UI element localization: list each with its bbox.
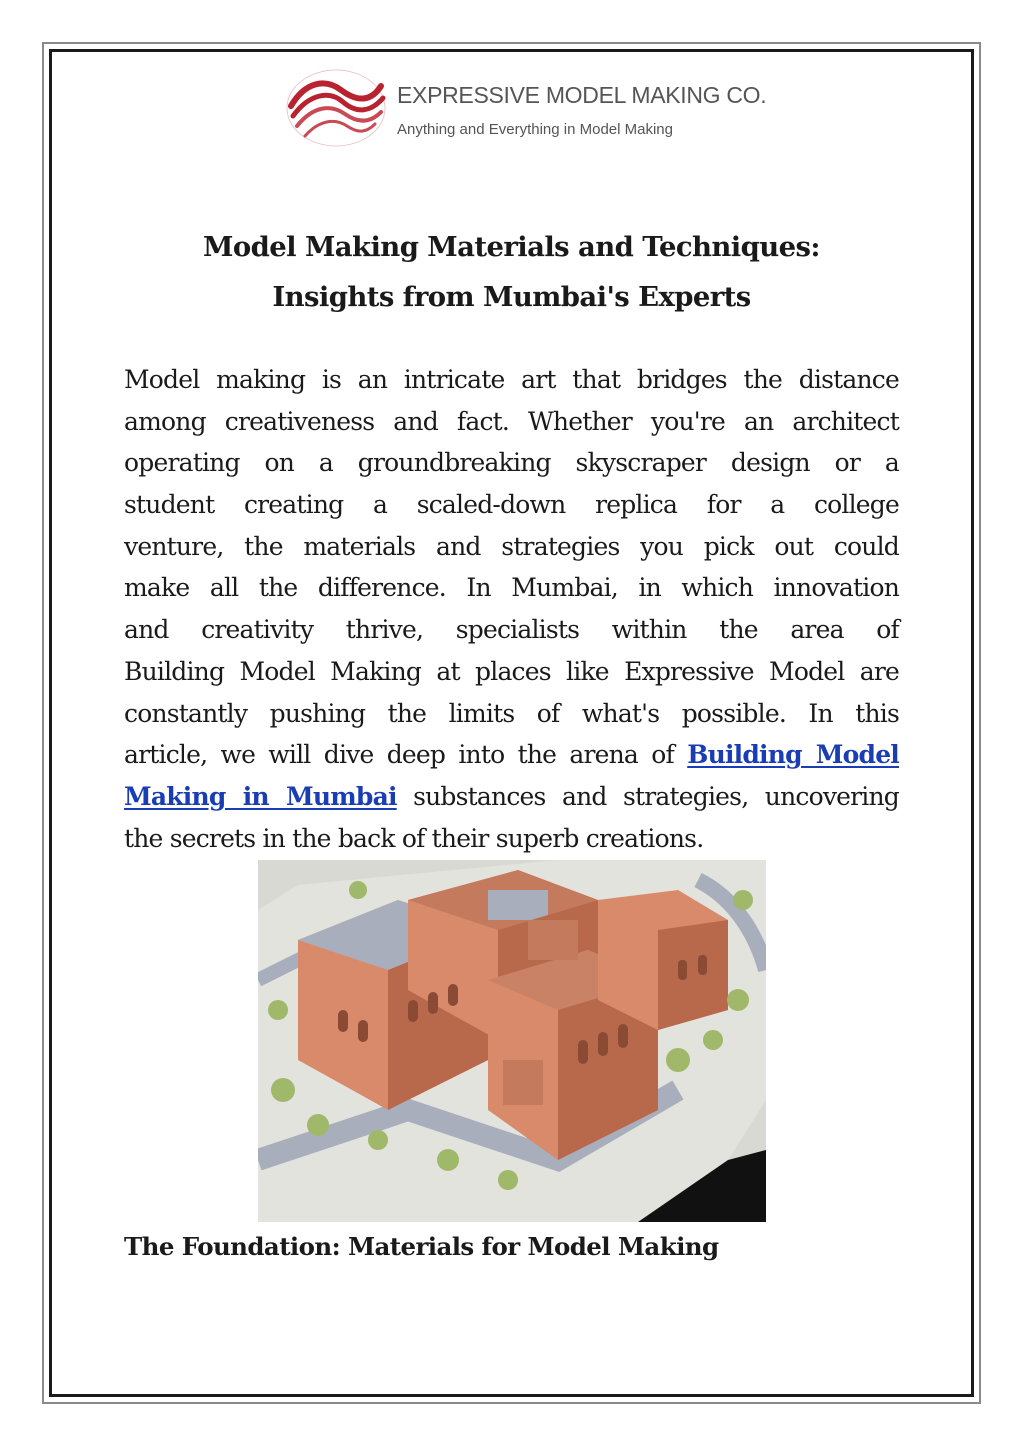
paragraph-line: Model making is an intricate art that bridges the distance [124,365,899,394]
brand-tagline: Anything and Everything in Model Making [397,121,673,138]
paragraph-line-with-link [124,734,899,776]
article-paragraph [124,359,899,859]
paragraph-line: constantly pushing the limits of what's possible. In this [124,698,899,728]
paragraph-line: operating on a groundbreaking skyscraper design or a [124,448,899,478]
paragraph-line: Building Model Making at places like Expressive Model are [124,656,899,686]
building-model-making-link-continued[interactable]: Making in Mumbai [124,781,397,811]
title-line-2: Insights from Mumbai's Experts [272,281,751,313]
article-title [124,222,899,322]
title-line-1: Model Making Materials and Techniques: [203,231,820,263]
paragraph-line: student creating a scaled-down replica for a college [124,490,899,520]
wave-logo-icon [285,68,387,148]
company-logo[interactable] [285,68,767,148]
paragraph-line-with-link [124,776,899,818]
brand-name: EXPRESSIVE MODEL MAKING CO. [397,82,767,108]
paragraph-line: make all the difference. In Mumbai, in which innovation [124,573,899,603]
paragraph-line: among creativeness and fact. Whether you're an architect [124,406,899,436]
paragraph-line: and creativity thrive, specialists within the area of [124,615,899,645]
section-heading: The Foundation: Materials for Model Making [124,1232,719,1261]
architectural-model-image [258,860,766,1222]
paragraph-text: article, we will dive deep into the arena of [124,740,688,770]
paragraph-text: substances and strategies, uncovering [396,781,899,811]
paragraph-line: venture, the materials and strategies you pick out could [124,531,899,561]
paragraph-line: the secrets in the back of their superb creations. [124,823,704,853]
building-model-making-link[interactable]: Building Model [687,740,900,770]
architectural-model-illustration [258,860,766,1222]
